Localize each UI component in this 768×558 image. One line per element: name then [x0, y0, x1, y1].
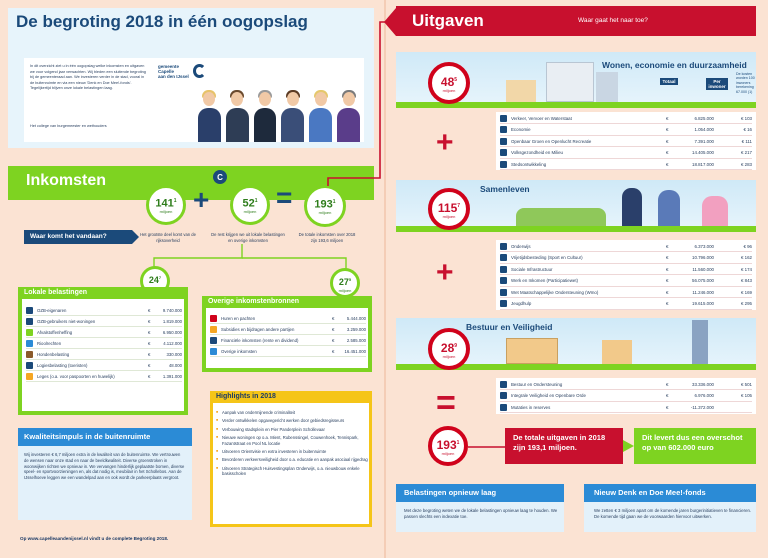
row-label: Hondenbelasting: [37, 352, 70, 357]
equals-sign: =: [276, 182, 293, 213]
legend-total-label: Totaal: [660, 78, 678, 85]
row-icon: [26, 362, 33, 369]
circle-sup: 5: [348, 276, 352, 282]
row-icon: [500, 289, 507, 296]
circle-value: 193: [314, 198, 333, 211]
highlight-item: ■ Bevorderen verkeersveiligheid door o.a. educatie en aanpak asociaal rijgedrag: [216, 457, 368, 462]
row-icon: [26, 373, 33, 380]
row-label: Onderwijs: [511, 243, 531, 249]
row-per-inwoner: € 162: [741, 255, 752, 260]
row-currency: €: [666, 301, 669, 306]
row-per-inwoner: € 295: [741, 301, 752, 306]
row-icon: [210, 348, 217, 355]
uitgaven-question: Waar gaat het naar toe?: [578, 17, 648, 24]
row-currency: €: [666, 278, 669, 283]
legend-per-inwoner-label: Per inwoner: [706, 78, 728, 90]
circle-value: 115: [437, 200, 458, 215]
row-icon: [500, 300, 507, 307]
wonen-circle: [428, 62, 470, 104]
row-amount: 6.950.000: [162, 330, 182, 335]
row-icon: [500, 404, 507, 411]
row-label: Rioolrechten: [37, 341, 62, 346]
row-amount: 48.000: [168, 363, 182, 368]
table-row: [26, 372, 182, 382]
row-currency: €: [666, 115, 669, 121]
income-total-caption: De totale inkomsten over 2018 zijn 193,6 miljoen: [298, 232, 356, 243]
row-label: Jeugdhulp: [511, 301, 532, 306]
table-row: [500, 276, 752, 287]
table-row: [500, 287, 752, 298]
row-label: Leges (o.a. voor paspoorten en huwelijk): [37, 374, 115, 379]
row-label: Volksgezondheid en Milieu: [511, 150, 563, 155]
row-label: Huren en pachten: [221, 316, 256, 321]
page-title: De begroting 2018 in één oogopslag: [16, 12, 308, 31]
circle-sup: 1: [456, 439, 460, 446]
circle-sup: 1: [332, 198, 336, 205]
plus-sign: +: [436, 256, 454, 289]
row-per-inwoner: € 169: [741, 289, 752, 295]
highlight-item: ■ Aanpak van ondermijnende criminaliteit: [216, 410, 368, 415]
row-label: Verkeer, Vervoer en Waterstaat: [511, 115, 572, 121]
person-figure: [252, 90, 279, 142]
row-icon: [500, 392, 507, 399]
row-amount: 19.615.000: [692, 301, 714, 306]
bestuur-circle: [428, 328, 470, 370]
table-row: [500, 264, 752, 275]
table-row: [500, 402, 752, 413]
circle-sup: 5: [454, 76, 458, 83]
row-currency: €: [332, 338, 335, 343]
surplus-card: Dit levert dus een overschot op van 602.000 euro: [634, 428, 756, 464]
row-currency: €: [148, 330, 151, 335]
row-amount: 33.336.000: [692, 381, 714, 387]
plus-sign: +: [193, 184, 210, 215]
samenleven-title: Samenleven: [480, 184, 530, 194]
highlight-item: ■ Verbouwing stadsplein en Pier Panderplein Schollevaar: [216, 427, 368, 432]
row-per-inwoner: € 217: [741, 150, 752, 155]
row-per-inwoner: € 501: [741, 381, 752, 387]
row-currency: €: [148, 319, 151, 324]
table-row: [500, 241, 752, 252]
row-label: Openbaar Groen en Openlucht Recreatie: [511, 138, 592, 144]
capelle-c-icon: C: [213, 170, 227, 184]
belastingen-laag-text: Met deze begroting weten we de lokale belastingen opnieuw laag te houden. We passen slechts een indexatie toe.: [404, 508, 558, 519]
row-icon: [26, 318, 33, 325]
row-label: Werk en Inkomen (Participatiewet): [511, 278, 579, 283]
person-figure: [279, 90, 306, 142]
table-row: [500, 113, 752, 124]
table-row: [26, 350, 182, 360]
row-amount: 9.740.000: [162, 308, 182, 313]
row-currency: €: [666, 138, 669, 144]
row-icon: [210, 337, 217, 344]
row-label: Vrijetijdsbesteding (Sport en Cultuur): [511, 255, 583, 260]
row-per-inwoner: € 111: [741, 138, 752, 144]
row-icon: [210, 315, 217, 322]
other-income-title: Overige inkomstenbronnen: [208, 298, 300, 305]
person-figure: [224, 90, 251, 142]
row-amount: 6.825.000: [694, 115, 714, 121]
table-row: [26, 317, 182, 327]
intro-signature: Het college van burgemeester en wethouders: [30, 124, 107, 128]
other-income-circle: [330, 268, 360, 298]
capelle-c-icon: [193, 64, 206, 78]
row-currency: €: [332, 349, 335, 354]
circle-value: 193: [436, 437, 457, 452]
intro-text: In dit overzicht ziet u in één oogopslag welke inkomsten en uitgaven we voor volgend jaar verwachten. Wij bleden een sluitende begroting bij de gemeenteraad aan. We investeren verder in de stad, vooral in de buitenruimte en via een nieuw 'Denk en Doe Mee!-fonds'. Tegelijkertijd blijven onze lokale belastingen laag.: [30, 64, 146, 91]
row-currency: €: [666, 393, 669, 398]
logo-line-2: aan den IJssel: [158, 73, 189, 79]
circle-sup: 1: [173, 197, 177, 204]
row-currency: €: [666, 289, 669, 295]
highlights-list: [216, 410, 368, 480]
table-row: [500, 391, 752, 402]
row-currency: €: [666, 381, 669, 387]
row-label: Integrale Veiligheid en Openbare Orde: [511, 393, 586, 398]
row-icon: [500, 126, 507, 133]
row-icon: [26, 351, 33, 358]
circle-unit: miljoen: [442, 353, 456, 359]
table-row: [500, 299, 752, 310]
income-local-caption: De rest krijgen we uit lokale belastingen en overige inkomsten: [211, 232, 285, 243]
circle-unit: miljoen: [243, 209, 257, 215]
row-amount: 4.112.000: [163, 341, 182, 346]
row-amount: 11.560.000: [692, 266, 714, 272]
row-amount: 18.817.000: [692, 161, 714, 167]
row-currency: €: [666, 255, 669, 260]
legend-note: De kosten worden 100 inwoners berekening 67.000 (1): [736, 72, 755, 94]
total-expense-circle: [428, 426, 468, 466]
person-figure: [196, 90, 223, 142]
row-amount: 16.451.000: [344, 349, 366, 354]
row-amount: 2.585.000: [346, 338, 366, 343]
row-amount: 330.000: [166, 352, 182, 357]
row-label: Sociale Infrastructuur: [511, 266, 553, 272]
row-per-inwoner: € 96: [743, 243, 752, 249]
table-row: [26, 328, 182, 338]
row-label: Economie: [511, 127, 531, 132]
row-label: Bestuur en Ondersteuning: [511, 381, 563, 387]
highlights-title: Highlights in 2018: [216, 393, 276, 400]
row-amount: 56.075.000: [692, 278, 714, 283]
row-icon: [500, 243, 507, 250]
equals-sign: =: [436, 384, 456, 422]
income-rijk-circle: [146, 185, 186, 225]
row-label: Wet Maatschappelijke Ondersteuning (Wmo): [511, 289, 599, 295]
row-amount: 1.819.000: [162, 319, 182, 324]
highlight-item: ■ Uitvoeren Orientvisie en extra investeren in buitenruimte: [216, 449, 368, 454]
row-amount: 1.054.000: [694, 127, 714, 132]
row-currency: €: [148, 363, 151, 368]
row-icon: [500, 138, 507, 145]
row-currency: €: [148, 308, 151, 313]
uitgaven-arrow-icon: [384, 8, 396, 36]
table-row: [500, 125, 752, 136]
row-icon: [500, 277, 507, 284]
arrow-right-icon: [623, 440, 634, 452]
income-local-circle: [230, 185, 270, 225]
table-row: [500, 379, 752, 390]
row-per-inwoner: € 105: [741, 393, 752, 398]
table-row: [500, 148, 752, 159]
kwaliteitsimpuls-text: Wij investeren € 6,7 miljoen extra in de kwaliteit van de buitenruimte. We vertrouwen de wensen naar onze stad en naar de beeldkwaliteit. Diverse groenstroken in woonwijken richten we opnieuw in. We vervangen hinderlijk geplaatste bomen, diverse speel- en sportvoorzieningen en, als dat nodig is, meubilair in het Schollebos. Aan de IJsselhoeve leggen we een wandelpad aan en ook wordt de parkeerplaats vergroot.: [24, 452, 185, 481]
inkomsten-question: Waar komt het vandaan?: [24, 230, 132, 244]
circle-value: 52: [242, 197, 255, 210]
row-currency: €: [666, 266, 669, 272]
row-amount: 11.246.000: [692, 289, 714, 295]
row-icon: [500, 115, 507, 122]
row-currency: €: [148, 352, 151, 357]
row-amount: 6.373.000: [694, 243, 714, 249]
table-row: [210, 336, 366, 346]
highlight-item: ■ Uitvoeren Strategisch Huisvestingsplan Onderwijs, o.a. nieuwbouw enkele basisscholen: [216, 466, 368, 477]
capelle-logo: [158, 62, 206, 80]
circle-unit: miljoen: [159, 209, 173, 215]
row-amount: 7.391.000: [694, 138, 714, 144]
row-icon: [500, 381, 507, 388]
table-row: [210, 325, 366, 335]
circle-sup: 7: [158, 274, 162, 280]
row-amount: 10.796.000: [692, 255, 714, 260]
circle-sup: 7: [457, 202, 461, 209]
circle-value: 141: [155, 197, 174, 210]
uitgaven-heading: Uitgaven: [412, 11, 484, 30]
plus-sign: +: [436, 126, 454, 159]
row-per-inwoner: € 174: [741, 266, 752, 272]
table-row: [500, 136, 752, 147]
row-icon: [26, 340, 33, 347]
row-currency: €: [666, 150, 669, 155]
row-label: OZB-gebruikers niet-woningen: [37, 319, 96, 324]
circle-value: 28: [440, 340, 455, 355]
table-row: [26, 361, 182, 371]
circle-unit: miljoen: [338, 287, 352, 293]
table-row: [210, 347, 366, 357]
row-amount: 14.405.000: [692, 150, 714, 155]
total-expense-card: De totale uitgaven in 2018 zijn 193,1 miljoen.: [505, 428, 623, 464]
wonen-title: Wonen, economie en duurzaamheid: [602, 60, 747, 70]
table-row: [26, 339, 182, 349]
row-per-inwoner: € 283: [741, 161, 752, 167]
row-label: Financiële inkomsten (rente en dividend): [221, 338, 299, 343]
row-amount: -11.372.000: [690, 404, 714, 410]
circle-unit: miljoen: [441, 450, 455, 456]
row-per-inwoner: € 16: [743, 127, 752, 132]
highlight-item: ■ Nieuwe woningen op o.a. Mient, Rubenssingel, Couwenhoek, Tennispark, Fazantstraat en Pool NL locatie: [216, 435, 368, 446]
circle-value: 24: [148, 274, 159, 285]
row-currency: €: [148, 374, 151, 379]
samenleven-circle: [428, 188, 470, 230]
circle-value: 48: [440, 74, 455, 89]
row-label: OZB-eigenaren: [37, 308, 67, 313]
row-label: Stedsontwikkeling: [511, 161, 547, 167]
row-icon: [500, 161, 507, 168]
row-currency: €: [148, 341, 151, 346]
bestuur-title: Bestuur en Veiligheid: [466, 322, 553, 332]
table-row: [500, 159, 752, 170]
row-icon: [26, 329, 33, 336]
row-icon: [210, 326, 217, 333]
row-currency: €: [666, 404, 669, 410]
tag-arrow-icon: [132, 230, 139, 244]
circle-unit: miljoen: [318, 210, 332, 216]
row-amount: 5.444.000: [346, 316, 366, 321]
circle-unit: miljoen: [442, 87, 456, 93]
row-currency: €: [666, 243, 669, 249]
row-per-inwoner: € 103: [741, 115, 752, 121]
row-icon: [26, 307, 33, 314]
logo-line-1: gemeente Capelle: [158, 63, 180, 74]
row-icon: [500, 266, 507, 273]
circle-sup: 9: [454, 342, 458, 349]
row-label: Logiesbelasting (toeristen): [37, 363, 88, 368]
row-amount: 1.391.000: [162, 374, 182, 379]
row-icon: [500, 254, 507, 261]
row-label: Subsidies en bijdragen andere partijen: [221, 327, 295, 332]
connector-line: [468, 444, 506, 450]
row-amount: 6.976.000: [694, 393, 714, 398]
row-amount: 3.259.000: [346, 327, 366, 332]
income-total-circle: [304, 185, 346, 227]
row-label: Afvalstoffenheffing: [37, 330, 73, 335]
row-currency: €: [666, 127, 669, 132]
row-icon: [500, 149, 507, 156]
table-row: [26, 306, 182, 316]
circle-sup: 1: [254, 197, 258, 204]
denk-doe-title: Nieuw Denk en Doe Mee!-fonds: [594, 488, 706, 497]
highlight-item: ■ Verder ontwikkelen opgavegericht werken door gebiedsregisseurs: [216, 418, 368, 423]
table-row: [500, 253, 752, 264]
website-link[interactable]: Op www.capelleaandenijssel.nl vindt u de complete Begroting 2018.: [20, 536, 169, 541]
row-label: Overige inkomsten: [221, 349, 257, 354]
row-per-inwoner: € 843: [741, 278, 752, 283]
belastingen-laag-title: Belastingen opnieuw laag: [404, 488, 497, 497]
income-rijk-caption: Het grootste deel komt van de rijksoverheid: [140, 232, 196, 243]
inkomsten-heading: Inkomsten: [26, 172, 107, 189]
row-currency: €: [332, 327, 335, 332]
branch-lines: [140, 244, 366, 274]
circle-unit: miljoen: [442, 213, 456, 219]
denk-doe-text: We zetten € 3 miljoen apart om de komende jaren burgerinitiatieven te financieren. De komende tijd gaan we de voorwaarden hiervoor uitwerken.: [594, 508, 752, 519]
row-currency: €: [332, 316, 335, 321]
local-taxes-title: Lokale belastingen: [24, 289, 88, 296]
row-currency: €: [666, 161, 669, 167]
circle-value: 27: [338, 276, 349, 287]
table-row: [210, 314, 366, 324]
row-label: Mutaties in reserves: [511, 404, 551, 410]
kwaliteitsimpuls-title: Kwaliteitsimpuls in de buitenruimte: [24, 432, 151, 441]
